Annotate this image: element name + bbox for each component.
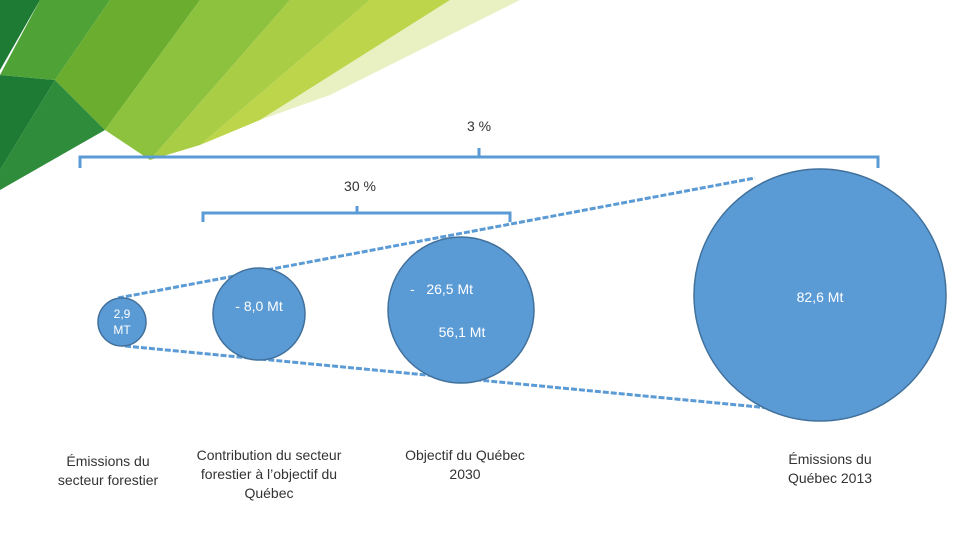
caption-quebec-2030: Objectif du Québec 2030: [405, 447, 525, 482]
circle-forest-contribution-value: - 8,0 Mt: [235, 298, 283, 314]
caption-forest-emissions: Émissions du secteur forestier: [57, 453, 159, 488]
caption-forest-contribution: Contribution du secteur forestier à l’objectif du Québec: [196, 447, 342, 501]
caption-quebec-2013: Émissions du Québec 2013: [787, 451, 873, 486]
circle-quebec-2030: [388, 237, 534, 383]
inner-bracket: [203, 206, 510, 222]
green-stripes-decoration: [0, 0, 520, 190]
outer-bracket: [80, 148, 878, 168]
circle-quebec-2030-value-bottom: 56,1 Mt: [438, 324, 486, 340]
inner-bracket-label: 30 %: [344, 178, 376, 194]
circle-forest-emissions-value: 2,9 MT: [113, 307, 131, 337]
circle-quebec-2013-value: 82,6 Mt: [796, 289, 844, 305]
circle-quebec-2030-value-top: - 26,5 Mt: [410, 281, 474, 297]
outer-bracket-label: 3 %: [466, 118, 492, 134]
